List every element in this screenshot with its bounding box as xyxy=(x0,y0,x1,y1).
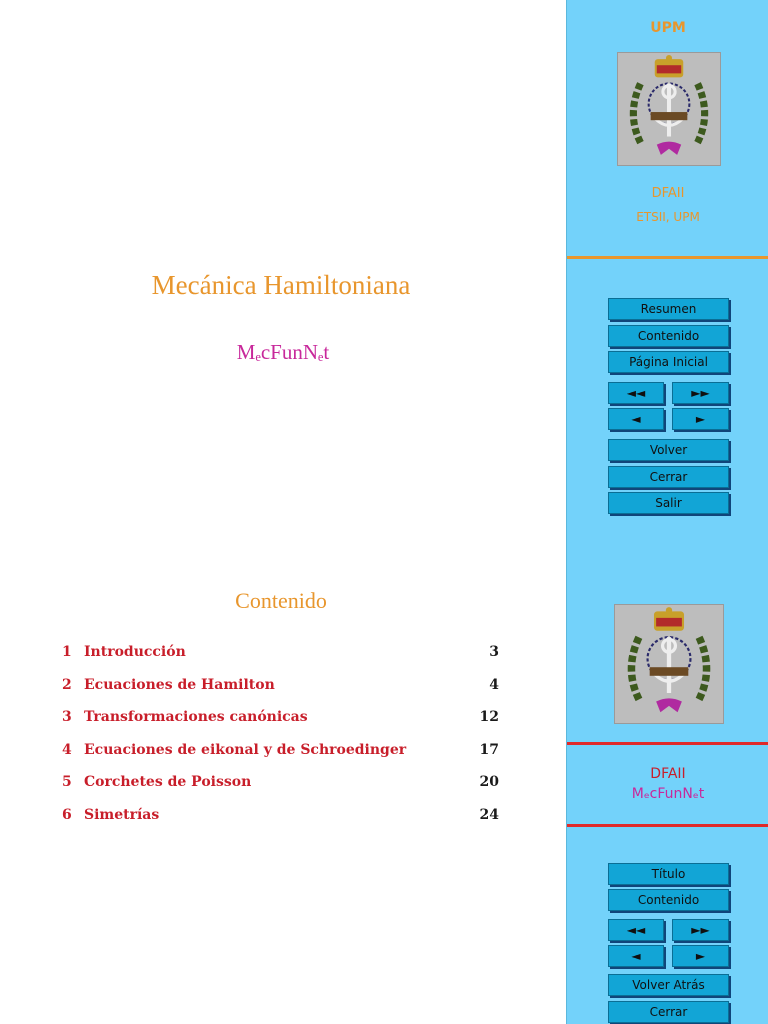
toc-entry[interactable] xyxy=(62,644,499,666)
document-title: Mecánica Hamiltoniana xyxy=(151,270,411,300)
divider xyxy=(567,824,768,827)
toc-entry-page[interactable]: 3 xyxy=(489,644,499,660)
close-button[interactable]: Cerrar xyxy=(608,1001,729,1023)
back-button[interactable]: Volver xyxy=(608,439,729,461)
toc-entry[interactable] xyxy=(62,709,499,731)
university-crest-icon xyxy=(614,604,724,724)
previous-page-button[interactable]: ◄ xyxy=(608,945,664,967)
toc-entry-number: 5 xyxy=(62,774,72,790)
toc-heading: Contenido xyxy=(235,588,327,613)
toc-entry[interactable] xyxy=(62,774,499,796)
toc-entry-number: 3 xyxy=(62,709,72,725)
footer-author: MₑcFunNₑt xyxy=(631,786,705,802)
toc-entry-label[interactable]: Simetrías xyxy=(84,807,160,823)
toc-entry-number: 2 xyxy=(62,677,72,693)
last-page-button[interactable]: ►► xyxy=(672,382,729,404)
first-page-button[interactable]: ◄◄ xyxy=(608,919,664,941)
university-crest-icon xyxy=(617,52,721,166)
toc-entry-label[interactable]: Ecuaciones de Hamilton xyxy=(84,677,275,693)
last-page-button[interactable]: ►► xyxy=(672,919,729,941)
previous-page-button[interactable]: ◄ xyxy=(608,408,664,430)
toc-entry-page[interactable]: 17 xyxy=(479,742,499,758)
summary-button[interactable]: Resumen xyxy=(608,298,729,320)
toc-entry-page[interactable]: 12 xyxy=(479,709,499,725)
exit-button[interactable]: Salir xyxy=(608,492,729,514)
toc-entry-label[interactable]: Corchetes de Poisson xyxy=(84,774,252,790)
toc-entry[interactable] xyxy=(62,742,499,764)
home-page-button[interactable]: Página Inicial xyxy=(608,351,729,373)
contents-button[interactable]: Contenido xyxy=(608,325,729,347)
toc-entry-page[interactable]: 20 xyxy=(479,774,499,790)
department-name: DFAII xyxy=(651,186,685,201)
next-page-button[interactable]: ► xyxy=(672,945,729,967)
toc-entry[interactable] xyxy=(62,807,499,829)
toc-entry-label[interactable]: Ecuaciones de eikonal y de Schroedinger xyxy=(84,742,407,758)
toc-entry-page[interactable]: 24 xyxy=(479,807,499,823)
footer-department: DFAII xyxy=(650,766,686,782)
toc-entry-number: 1 xyxy=(62,644,72,660)
toc-entry-label[interactable]: Transformaciones canónicas xyxy=(84,709,308,725)
toc-entry[interactable] xyxy=(62,677,499,699)
navigation-sidebar xyxy=(566,0,768,1024)
toc-entry-number: 4 xyxy=(62,742,72,758)
toc-entry-page[interactable]: 4 xyxy=(489,677,499,693)
first-page-button[interactable]: ◄◄ xyxy=(608,382,664,404)
toc-entry-number: 6 xyxy=(62,807,72,823)
toc-entry-label[interactable]: Introducción xyxy=(84,644,186,660)
contents-button[interactable]: Contenido xyxy=(608,889,729,911)
document-author: MₑcFunNₑt xyxy=(236,340,330,364)
title-page-button[interactable]: Título xyxy=(608,863,729,885)
next-page-button[interactable]: ► xyxy=(672,408,729,430)
divider xyxy=(567,256,768,259)
university-name: UPM xyxy=(650,20,686,36)
go-back-button[interactable]: Volver Atrás xyxy=(608,974,729,996)
close-button[interactable]: Cerrar xyxy=(608,466,729,488)
school-name: ETSII, UPM xyxy=(636,210,700,224)
divider xyxy=(567,742,768,745)
